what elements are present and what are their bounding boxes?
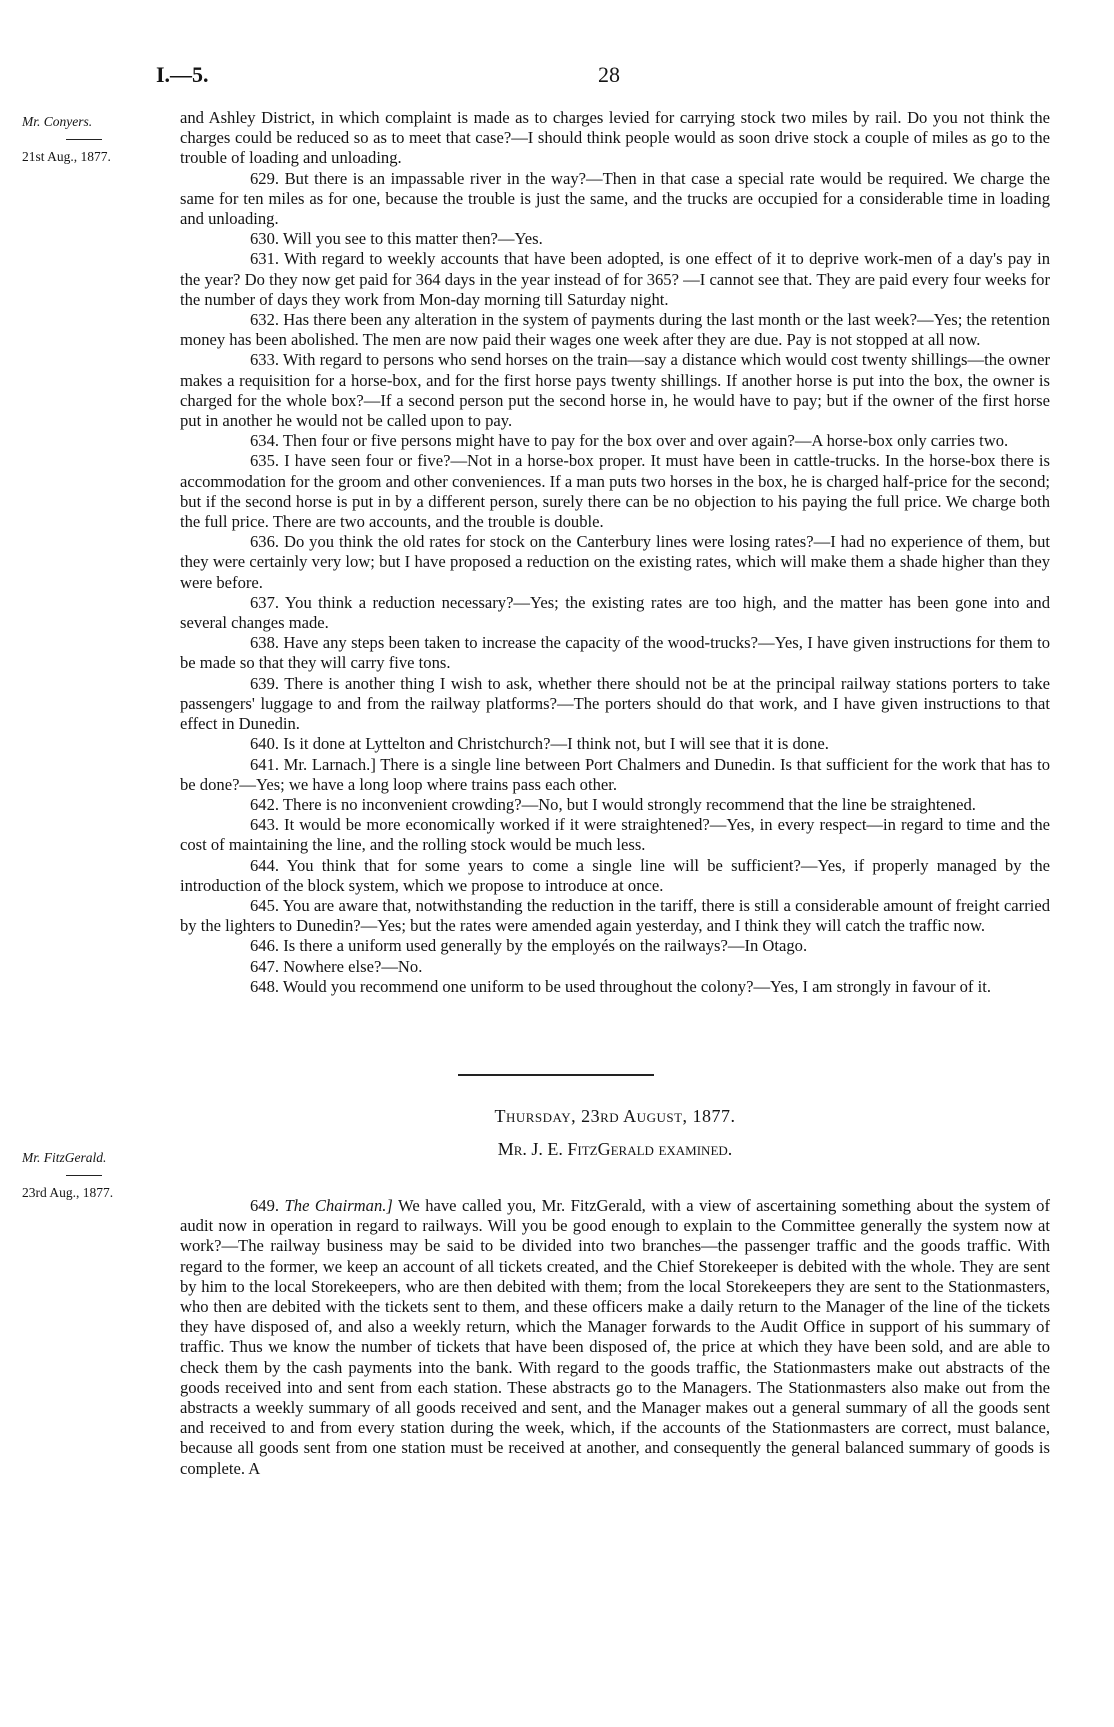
paragraph: and Ashley District, in which complaint is made as to charges levied for carrying stock two miles by rail. Do you not think the charges could be reduced so as to meet that case?—I should think people would as soon drive stock a couple of miles as go to the trouble of loading and unloading. [180,108,1050,168]
paragraph: 634. Then four or five persons might have to pay for the box over and over again?—A horse-box only carries two. [250,431,1009,451]
speaker-label: The Chairman.] [284,1196,393,1215]
paragraph: 643. It would be more economically worked if it were straightened?—Yes, in every respect—in regard to time and the cost of maintaining the line, and the rolling stock would be much less. [180,815,1050,855]
paragraph: 641. Mr. Larnach.] There is a single line between Port Chalmers and Dunedin. Is that sufficient for the work that has to be done?—Yes; we have a long loop where trains pass each other. [180,754,1050,794]
paragraph: 640. Is it done at Lyttelton and Christchurch?—I think not, but I will see that it is done. [250,734,829,754]
paragraph: 630. Will you see to this matter then?—Yes. [250,229,543,249]
paragraph: 646. Is there a uniform used generally by the employés on the railways?—In Otago. [250,936,808,956]
evidence-text-fitzgerald [180,1196,1050,1479]
paragraph: 636. Do you think the old rates for stock on the Canterbury lines were losing rates?—I had no experience of them, but they were certainly very low; but I have proposed a reduction on the existing rates, which will make them a shade higher than they were before. [180,532,1050,592]
paragraph: 639. There is another thing I wish to ask, whether there should not be at the principal railway stations porters to take passengers' luggage to and from the railway platforms?—The porters should do that work, and I have given instructions to that effect in Dunedin. [180,673,1050,734]
witness-date: 23rd Aug., 1877. [22,1185,114,1200]
margin-note-witness-2 [22,1148,172,1203]
margin-dash [66,1175,102,1176]
paragraph: 648. Would you recommend one uniform to be used throughout the colony?—Yes, I am strongly in favour of it. [250,976,991,996]
paragraph [180,1196,1050,1479]
session-date: Thursday, 23rd August, 1877. [494,1106,736,1126]
paragraph: 645. You are aware that, notwithstanding the reduction in the tariff, there is still a considerable amount of freight carried by the lighters to Dunedin?—Yes; but the rates were amended again yesterday, and I think they will catch the traffic now. [180,895,1050,936]
paragraph: 631. With regard to weekly accounts that have been adopted, is one effect of it to deprive work-men of a day's pay in the year? Do they now get paid for 364 days in the year instead of for 365? —I cannot see that. They are paid every four weeks for the number of days they work from Mon-day morning till Saturday night. [180,249,1050,309]
paragraph: 632. Has there been any alteration in the system of payments during the last month or the last week?—Yes; the retention money has been abolished. The men are now paid their wages one week after they are due. Pay is not stopped at all now. [180,310,1050,350]
margin-note-witness-1 [22,112,172,167]
margin-dash [66,139,102,140]
question-number: 649. [250,1196,280,1215]
witness-name: Mr. FitzGerald. [22,1150,107,1165]
page-header [0,62,1114,92]
witness-date: 21st Aug., 1877. [22,149,111,164]
paragraph: 642. There is no inconvenient crowding?—No, but I would strongly recommend that the line be straightened. [250,794,976,814]
witness-name: Mr. Conyers. [22,114,93,129]
page-number: 28 [598,62,620,87]
paragraph: 633. With regard to persons who send horses on the train—say a distance which would cost twenty shillings—the owner makes a requisition for a horse-box, and for the first horse pays twenty shillings. If another horse is put into the box, the owner is charged for the whole box?—If a second person put the second horse in, he would have to pay; but if the owner of the first horse put in another he would not be called upon to pay. [180,350,1050,431]
question-text: We have called you, Mr. FitzGerald, with a view of ascertaining something about the system of audit now in operation in regard to railways. Will you be good enough to explain to the Committee generally the system now at work?—The railway business may be said to be divided into two branches—the passenger traffic and the goods traffic. With regard to the former, we keep an account of all tickets created, and the Chief Storekeeper is debited with the whole. They are sent by him to the local Storekeepers, who are then debited with them; from the local Storekeepers they are sent to the Stationmasters, who then are debited with the tickets sent to them, and these officers make a daily return to the Manager of the line of the tickets they have disposed of, and also a weekly return, which the Manager forwards to the Audit Office in support of his summary of traffic. Thus we know the number of tickets that have been disposed of, the price at which they have been sold, and are able to check them by the cash payments into the bank. With regard to the goods traffic, the Stationmasters make out abstracts of the goods received into and sent from each station. These abstracts go to the Managers. The Stationmasters also make out from the abstracts a weekly summary of all goods received and sent, and the Manager makes out a general summary of all the goods sent and received to and from every station during the week, which, if the accounts of the Stationmasters are correct, must balance, because all goods sent from one station must be received at another, and consequently the general balanced summary of goods is complete. A [180,1196,1050,1478]
paragraph: 647. Nowhere else?—No. [250,956,423,976]
document-reference: I.—5. [156,62,209,87]
section-divider [458,1074,654,1076]
paragraph: 644. You think that for some years to come a single line will be sufficient?—Yes, if properly managed by the introduction of the block system, which we propose to introduce at once. [180,855,1050,895]
paragraph: 635. I have seen four or five?—Not in a horse-box proper. It must have been in cattle-trucks. In the horse-box there is accommodation for the groom and other conveniences. If a man puts two horses in the box, he is charged half-price for the second; but if the second horse is put in by a different person, surely there can be no objection to his paying the full price. We charge both the full price. There are two accounts, and the trouble is double. [180,451,1050,532]
paragraph: 629. But there is an impassable river in the way?—Then in that case a special rate would be required. We charge the same for ten miles as for one, because the trouble is just the same, and the trucks are occupied for a considerable time in loading and unloading. [180,168,1050,229]
evidence-text-conyers [180,108,1050,997]
session-heading [180,1106,1050,1160]
paragraph: 638. Have any steps been taken to increase the capacity of the wood-trucks?—Yes, I have given instructions for them to be made so that they will carry five tons. [180,633,1050,673]
paragraph: 637. You think a reduction necessary?—Yes; the existing rates are too high, and the matter has been gone into and several changes made. [180,592,1050,633]
witness-examined: Mr. J. E. FitzGerald examined. [497,1139,733,1159]
